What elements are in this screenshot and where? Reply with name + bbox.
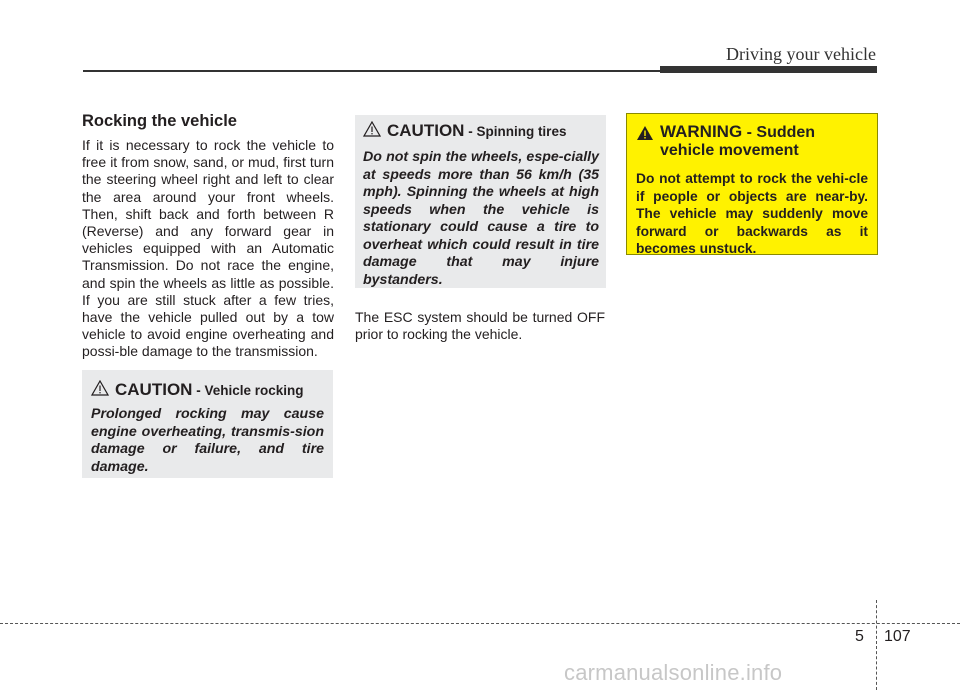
section-number: 5 <box>855 628 864 645</box>
caution-subtitle: - Vehicle rocking <box>192 383 304 398</box>
caution-subtitle: - Spinning tires <box>464 124 567 139</box>
header-rule <box>83 70 660 72</box>
warning-box-sudden-movement <box>626 113 878 255</box>
footer-rule <box>0 623 960 624</box>
caution-title <box>91 380 324 400</box>
header-bar <box>660 66 877 73</box>
page-number: 107 <box>884 628 911 645</box>
caution-triangle-icon <box>91 380 109 396</box>
section-header-title: Driving your vehicle <box>726 44 876 64</box>
caution-box-spinning-tires <box>355 115 606 288</box>
warning-title <box>636 123 868 160</box>
warning-triangle-icon <box>636 125 654 141</box>
caution-title <box>363 121 599 141</box>
caution-triangle-icon <box>363 121 381 137</box>
esc-paragraph: The ESC system should be turned OFF prior to rocking the vehicle. <box>355 309 605 343</box>
watermark: carmanualsonline.info <box>564 660 783 685</box>
caution-body: Prolonged rocking may cause engine overheating, transmis-sion damage or failure, and tire damage. <box>91 406 324 475</box>
caution-label: CAUTION <box>115 380 193 399</box>
warning-body: Do not attempt to rock the vehi-cle if people or objects are near-by. The vehicle may suddenly move forward or backwards as it becomes unstuck. <box>636 171 868 256</box>
section-heading: Rocking the vehicle <box>82 112 237 130</box>
footer-divider <box>876 600 877 690</box>
warning-label: WARNING <box>660 122 743 141</box>
caution-label: CAUTION <box>387 121 465 140</box>
caution-body: Do not spin the wheels, espe-cially at speeds more than 56 km/h (35 mph). Spinning the wheels at high speeds when the vehicle is stationary could cause a tire to overheat which could result in tire damage that may injure bystanders. <box>363 149 599 288</box>
caution-box-vehicle-rocking <box>82 370 333 478</box>
warning-subtitle: - Sudden vehicle movement <box>660 124 816 159</box>
rocking-instructions-paragraph: If it is necessary to rock the vehicle to free it from snow, sand, or mud, first turn the steering wheel right and left to clear the area around your front wheels. Then, shift back and forth between R (Reverse) and any forward gear in vehicles equipped with an Automatic Transmission. Do not race the engine, and spin the wheels as little as possible. If you are still stuck after a few tries, have the vehicle pulled out by a tow vehicle to avoid engine overheating and possi-ble damage to the transmission. <box>82 137 334 360</box>
